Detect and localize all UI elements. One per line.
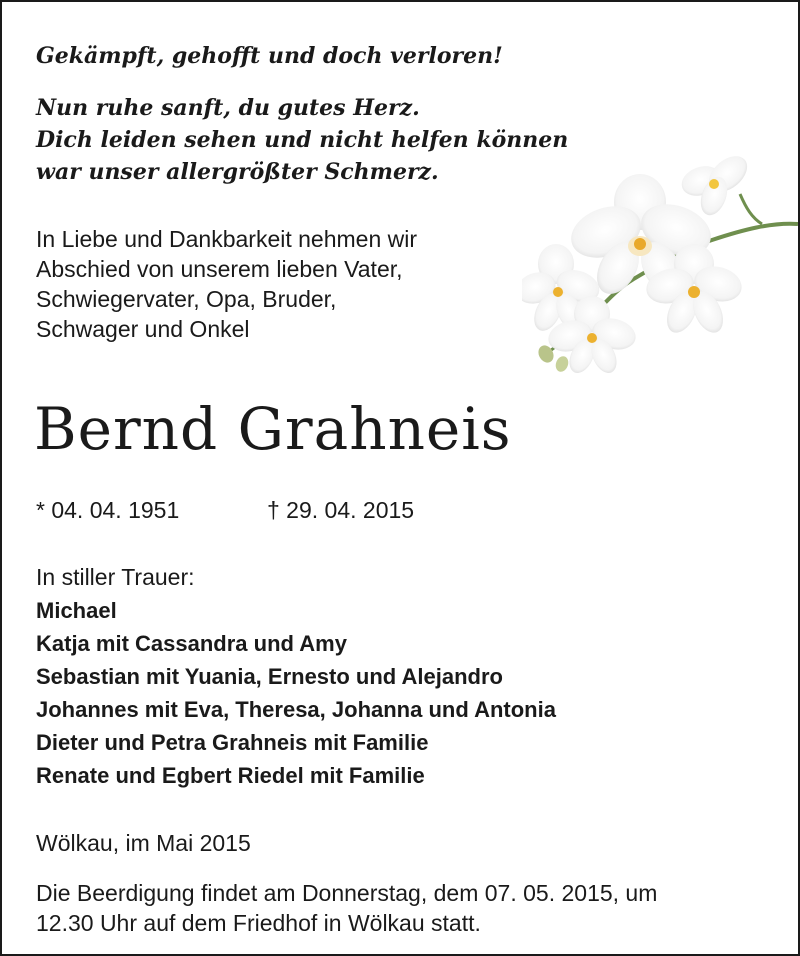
verse-line: war unser allergrößter Schmerz. — [36, 159, 439, 185]
verse — [36, 92, 568, 188]
intro-line: In Liebe und Dankbarkeit nehmen wir — [36, 226, 418, 252]
funeral-line: 12.30 Uhr auf dem Friedhof in Wölkau statt. — [36, 910, 481, 936]
mourner-line: Katja mit Cassandra und Amy — [36, 631, 347, 656]
mourners-list — [36, 594, 556, 792]
intro-text — [36, 224, 417, 344]
verse-heading — [36, 40, 503, 72]
death-date: † 29. 04. 2015 — [267, 497, 415, 523]
mourner-line: Renate und Egbert Riedel mit Familie — [36, 763, 425, 788]
orchid-icon — [522, 152, 798, 382]
deceased-name: Bernd Grahneis — [34, 395, 512, 463]
funeral-info — [36, 878, 657, 938]
birth-date: * 04. 04. 1951 — [36, 497, 180, 523]
verse-heading-line: Gekämpft, gehofft und doch verloren! — [36, 43, 503, 69]
mourner-line: Johannes mit Eva, Theresa, Johanna und Antonia — [36, 697, 556, 722]
funeral-line: Die Beerdigung findet am Donnerstag, dem 07. 05. 2015, um — [36, 880, 658, 906]
verse-line: Nun ruhe sanft, du gutes Herz. — [36, 95, 420, 121]
mourner-line: Michael — [36, 598, 117, 623]
verse-line: Dich leiden sehen und nicht helfen können — [36, 127, 569, 153]
mourner-line: Sebastian mit Yuania, Ernesto und Alejandro — [36, 664, 503, 689]
intro-line: Schwiegervater, Opa, Bruder, — [36, 286, 337, 312]
place-date: Wölkau, im Mai 2015 — [36, 830, 251, 856]
mourners-label: In stiller Trauer: — [36, 564, 195, 590]
intro-line: Abschied von unserem lieben Vater, — [36, 256, 403, 282]
intro-line: Schwager und Onkel — [36, 316, 250, 342]
mourner-line: Dieter und Petra Grahneis mit Familie — [36, 730, 429, 755]
